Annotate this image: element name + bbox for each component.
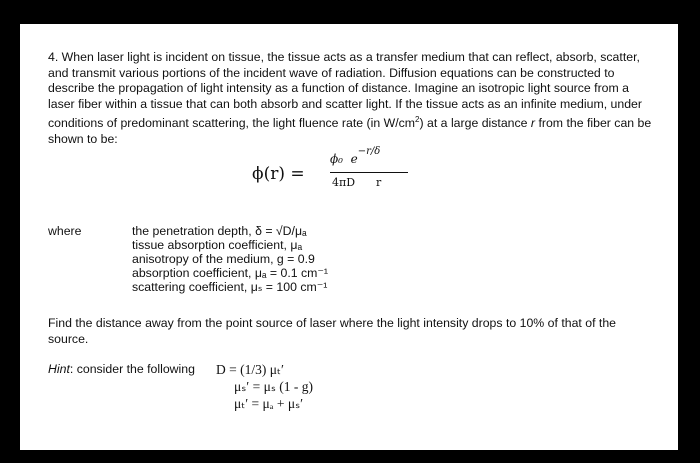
- param-scattering-coefficient: scattering coefficient, μₛ = 100 cm⁻¹: [132, 280, 328, 294]
- equation-numerator: [330, 146, 381, 166]
- numerator-phi0: ϕ₀: [330, 152, 343, 166]
- document-page: [20, 24, 678, 450]
- hint-rest: : consider the following: [69, 362, 195, 376]
- question-text: Find the distance away from the point source of laser where the light intensity drops to 10% of that of the source.: [48, 316, 617, 346]
- hint-eq-mus-prime: μₛ′ = μₛ (1 - g): [234, 379, 313, 394]
- numerator-exponent: −r/δ: [357, 146, 381, 157]
- fraction-bar: [330, 172, 408, 173]
- hint-equations: [216, 361, 313, 412]
- hint-word: Hint: [48, 362, 70, 376]
- where-label: where: [48, 224, 82, 238]
- hint-label: [48, 362, 195, 376]
- hint-eq-d: D = (1/3) μₜ′: [216, 362, 284, 377]
- param-penetration-depth: the penetration depth, δ = √D/μₐ: [132, 224, 307, 238]
- numerator-e: e: [350, 152, 358, 166]
- fluence-equation: [252, 146, 432, 194]
- superscript-2: 2: [415, 115, 420, 125]
- paragraph-text-2: ) at a large distance: [419, 116, 531, 131]
- hint-eq-mut-prime: μₜ′ = μₐ + μₛ′: [234, 396, 304, 411]
- paragraph-text: 4. When laser light is incident on tissue, the tissue acts as a transfer medium that can reflect, absorb, scatter, and transmit various portions of the incident wave of radiation. Diffusion equations can be constructed to describe the propagation of light intensity as a function of distance. Imagine an isotropic light source from a laser fiber within a tissue that can both absorb and scatter light. If the tissue acts as an infinite medium, under conditions of predominant scattering, the light fluence rate (in W/cm: [48, 50, 642, 131]
- param-absorption-coefficient: absorption coefficient, μₐ = 0.1 cm⁻¹: [132, 266, 328, 280]
- equation-denominator: 4πD r: [332, 176, 382, 189]
- param-tissue-absorption: tissue absorption coefficient, μₐ: [132, 238, 303, 252]
- parameter-list: [132, 224, 328, 294]
- problem-paragraph: [48, 50, 658, 148]
- param-anisotropy: anisotropy of the medium, g = 0.9: [132, 252, 315, 266]
- equation-lhs: ϕ(r) =: [252, 164, 305, 184]
- paragraph-text-3: from the fiber can be shown to be:: [48, 116, 652, 147]
- variable-r: r: [530, 116, 536, 131]
